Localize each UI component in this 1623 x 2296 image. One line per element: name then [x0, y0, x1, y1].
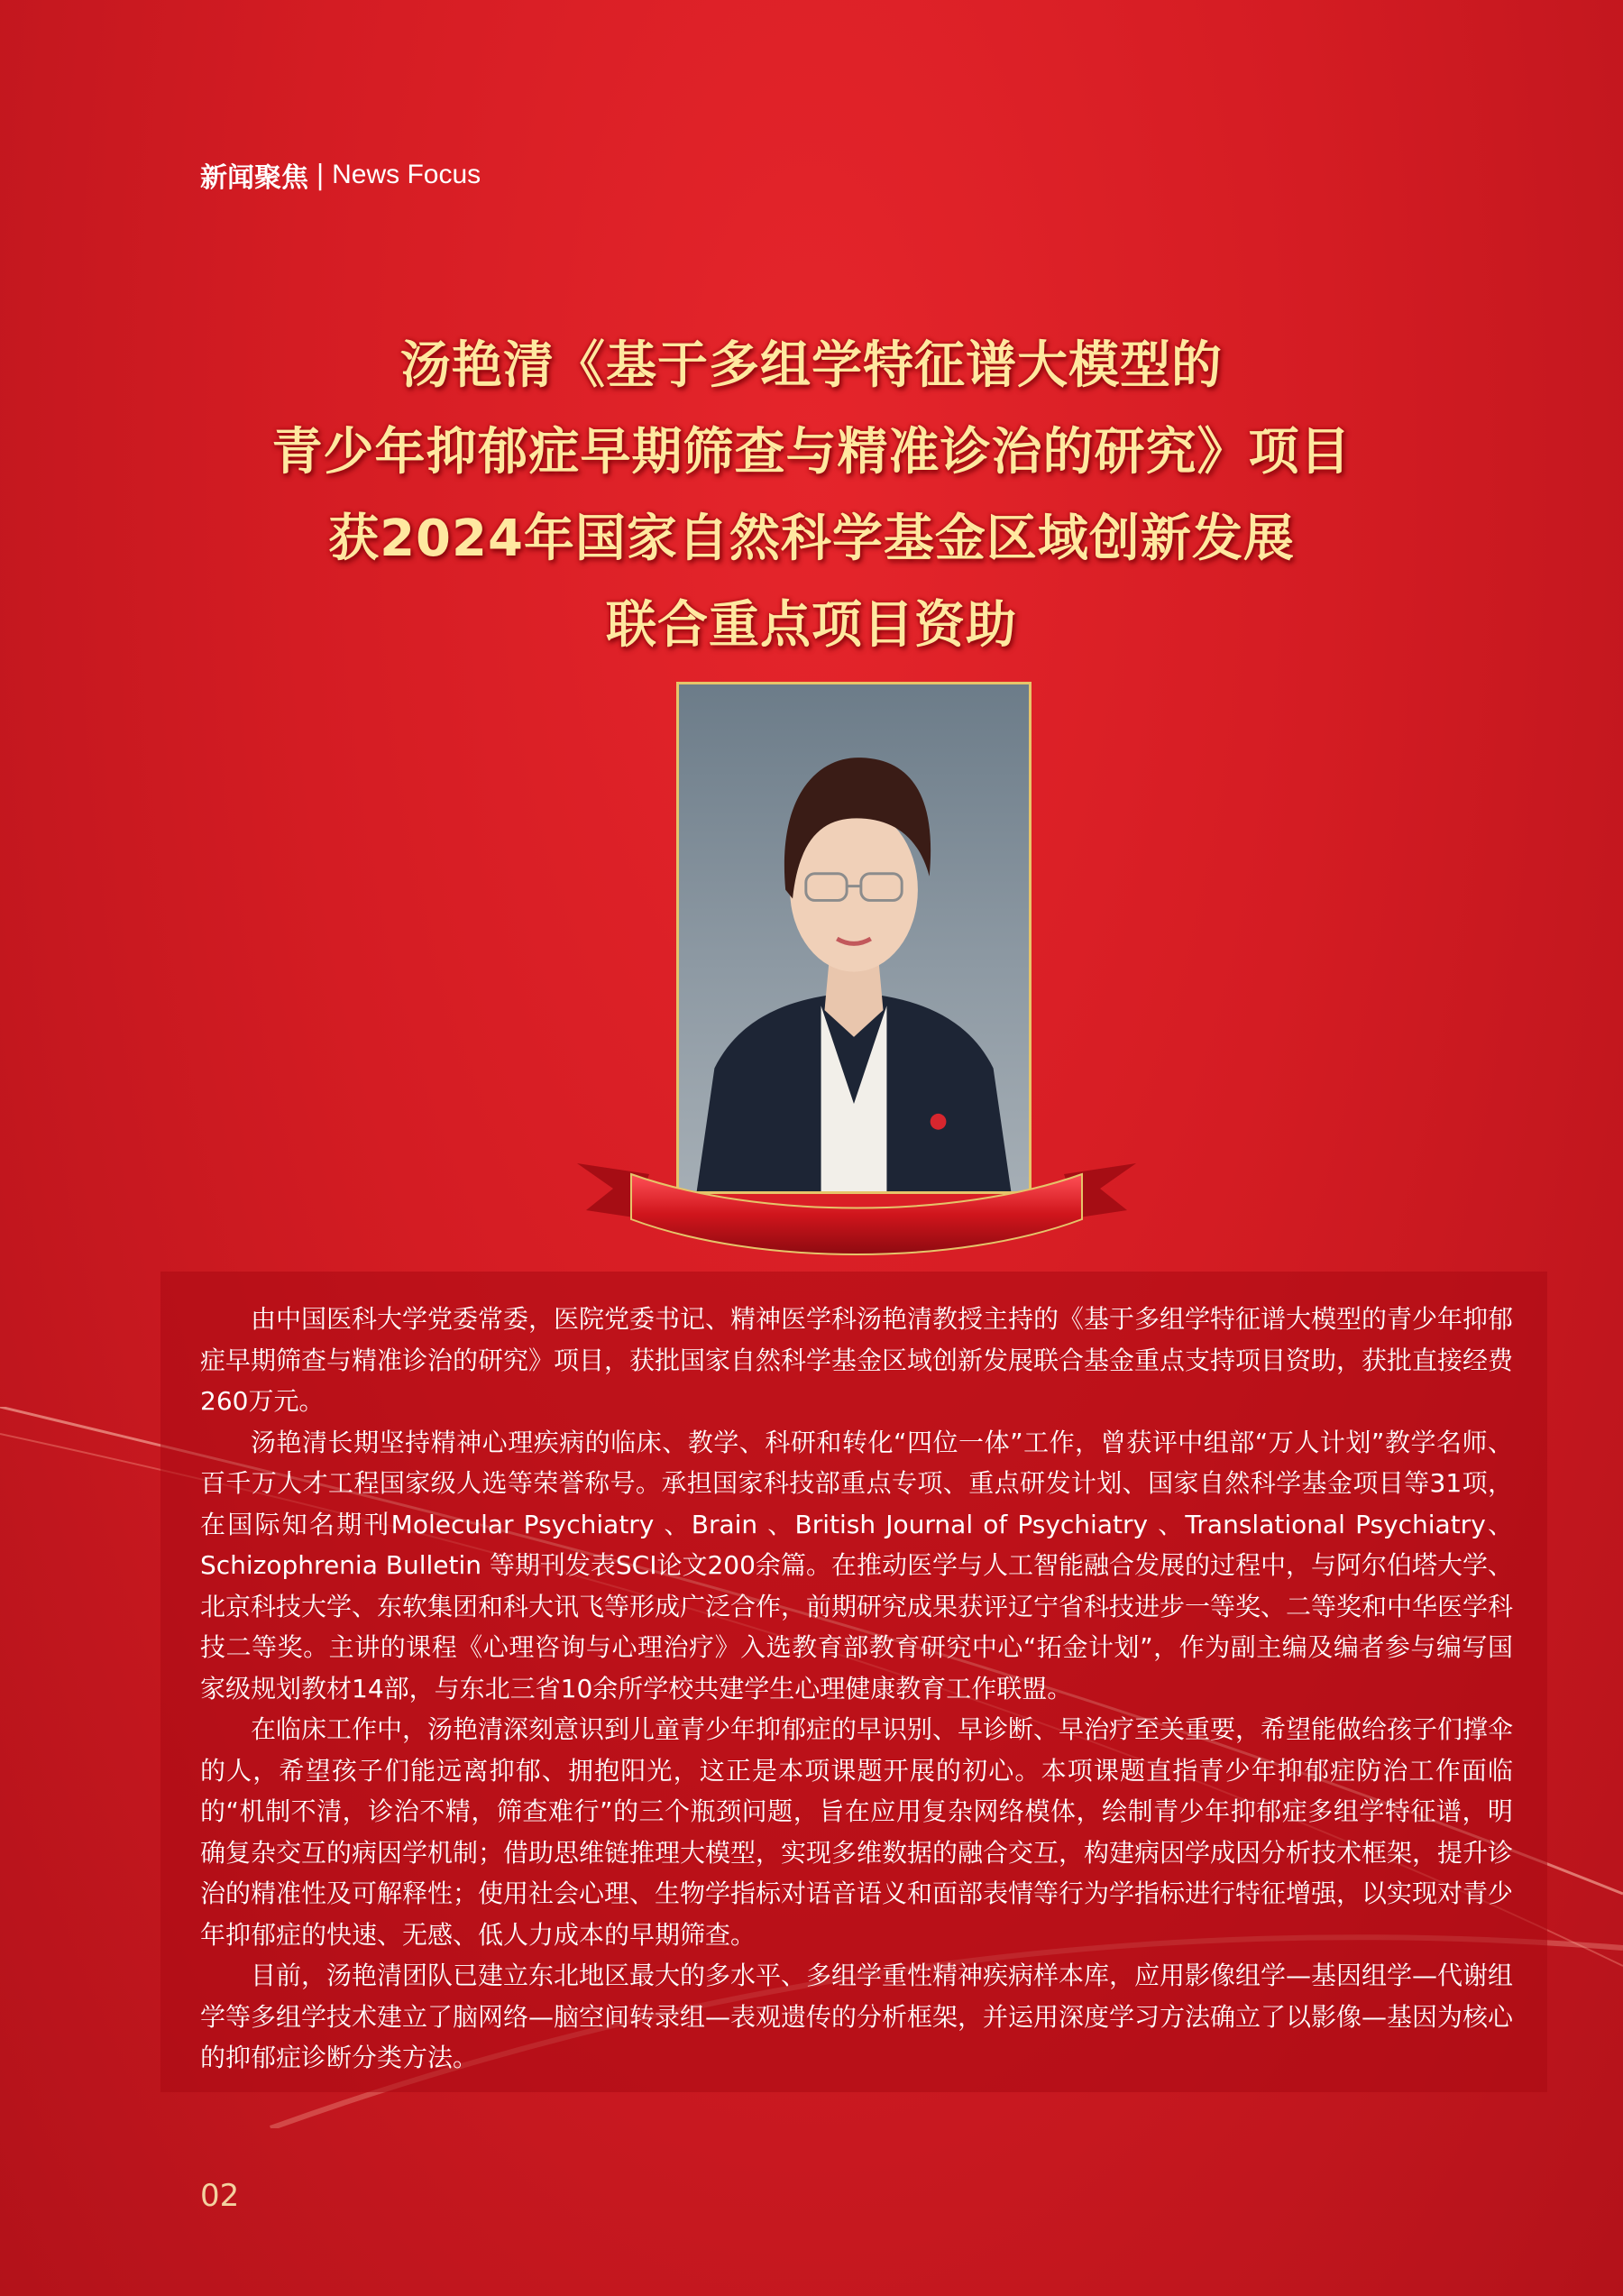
article-body [200, 1299, 1513, 2079]
article-title [135, 323, 1488, 669]
section-header [200, 155, 481, 195]
body-paragraph-1: 由中国医科大学党委常委，医院党委书记、精神医学科汤艳清教授主持的《基于多组学特征谱大模型的青少年抑郁症早期筛查与精准诊治的研究》项目，获批国家自然科学基金区域创新发展联合基金重点支持项目资助，获批直接经费260万元。 [200, 1304, 1514, 1416]
title-line-1: 汤艳清《基于多组学特征谱大模型的 [400, 336, 1223, 395]
body-paragraph-3: 在临床工作中，汤艳清深刻意识到儿童青少年抑郁症的早识别、早诊断、早治疗至关重要，希望能做给孩子们撑伞的人，希望孩子们能远离抑郁、拥抱阳光，这正是本项课题开展的初心。本项课题直指青少年抑郁症防治工作面临的“机制不清，诊治不精，筛查难行”的三个瓶颈问题，旨在应用复杂网络模体，绘制青少年抑郁症多组学特征谱，明确复杂交互的病因学机制；借助思维链推理大模型，实现多维数据的融合交互，构建病因学成因分析技术框架，提升诊治的精准性及可解释性；使用社会心理、生物学指标对语音语义和面部表情等行为学指标进行特征增强，以实现对青少年抑郁症的快速、无感、低人力成本的早期筛查。 [200, 1714, 1514, 1950]
decorative-ribbon [577, 1147, 1136, 1264]
section-label-en: News Focus [332, 160, 481, 189]
portrait-illustration [679, 684, 1029, 1191]
body-paragraph-2: 汤艳清长期坚持精神心理疾病的临床、教学、科研和转化“四位一体”工作，曾获评中组部“万人计划”教学名师、百千万人才工程国家级人选等荣誉称号。承担国家科技部重点专项、重点研发计划、国家自然科学基金项目等31项，在国际知名期刊Molecular Psychiatry 、Brain 、British Journal of Psychiatry 、Translational Psychiatry、Schizophrenia Bulletin 等期刊发表SCI论文200余篇。在推动医学与人工智能融合发展的过程中，与阿尔伯塔大学、北京科技大学、东软集团和科大讯飞等形成广泛合作，前期研究成果获评辽宁省科技进步一等奖、二等奖和中华医学科技二等奖。主讲的课程《心理咨询与心理治疗》入选教育部教育研究中心“拓金计划”，作为副主编及编者参与编写国家级规划教材14部，与东北三省10余所学校共建学生心理健康教育工作联盟。 [200, 1427, 1514, 1704]
portrait-photo [676, 682, 1032, 1194]
page-number: 02 [200, 2178, 240, 2214]
section-label-zh: 新闻聚焦 [200, 162, 308, 194]
title-line-4: 联合重点项目资助 [606, 596, 1017, 655]
body-paragraph-4: 目前，汤艳清团队已建立东北地区最大的多水平、多组学重性精神疾病样本库，应用影像组学—基因组学—代谢组学等多组学技术建立了脑网络—脑空间转录组—表观遗传的分析框架，并运用深度学习方法确立了以影像—基因为核心的抑郁症诊断分类方法。 [200, 1961, 1514, 2072]
title-line-3: 获2024年国家自然科学基金区域创新发展 [328, 510, 1295, 568]
title-line-2: 青少年抑郁症早期筛查与精准诊治的研究》项目 [271, 423, 1352, 482]
section-separator: | [316, 159, 326, 191]
